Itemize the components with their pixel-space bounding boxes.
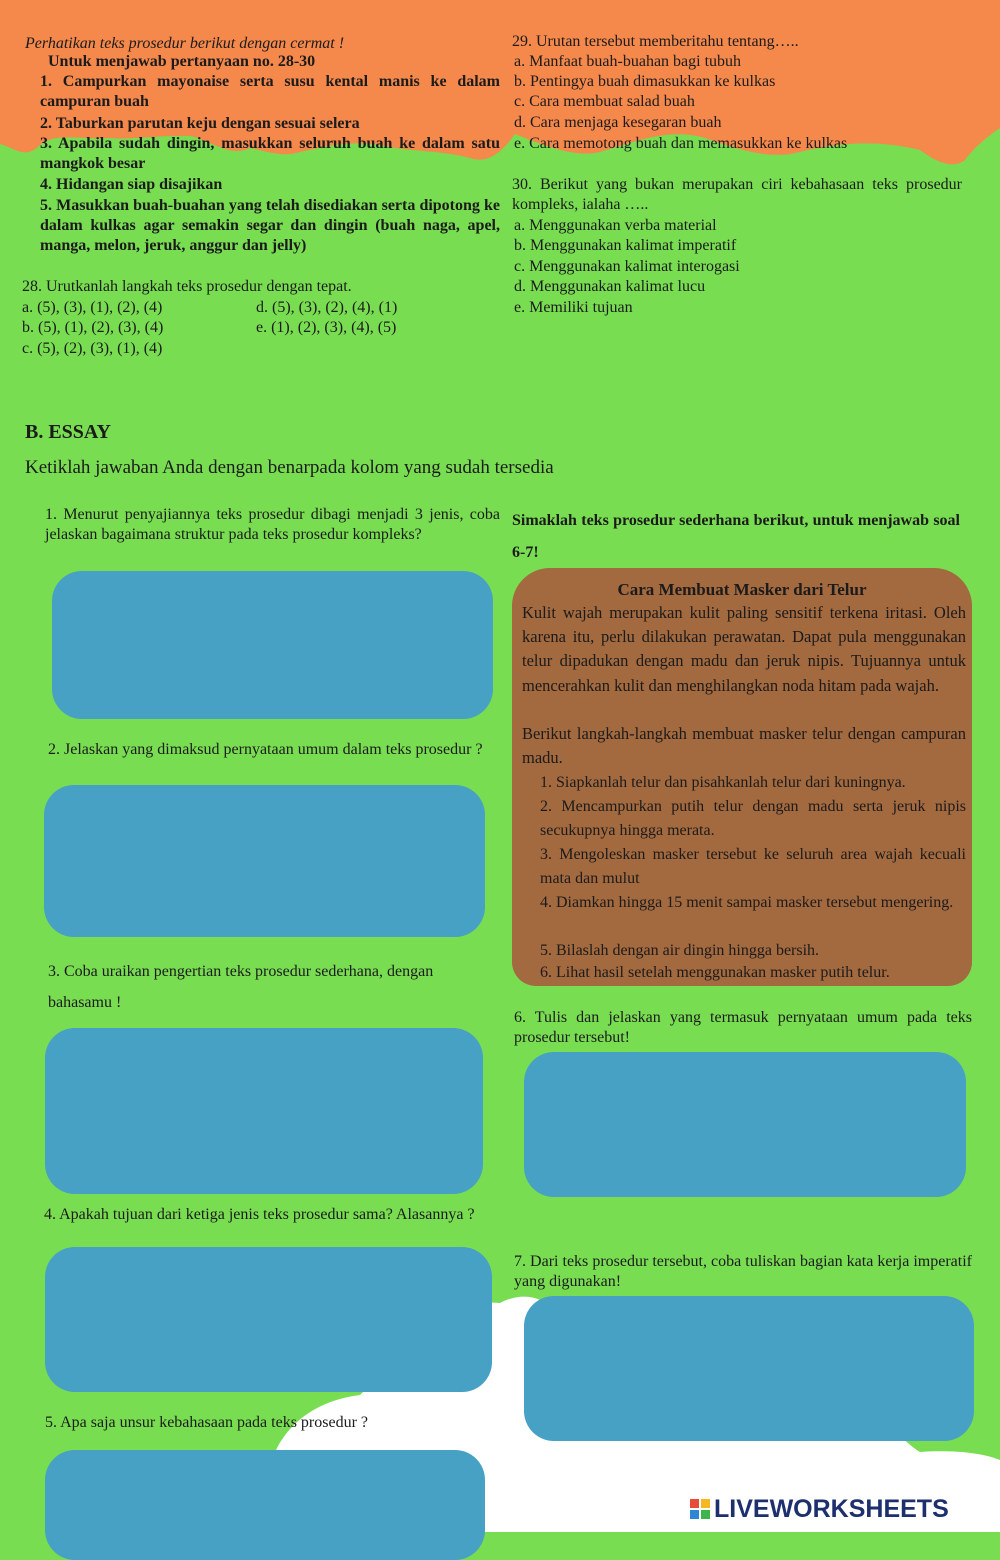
essay-question-3: 3. Coba uraikan pengertian teks prosedur sederhana, dengan	[48, 963, 434, 980]
q29-option-d: d. Cara menjaga kesegaran buah	[514, 114, 722, 131]
q30-option-c: c. Menggunakan kalimat interogasi	[514, 258, 740, 275]
answer-box-3[interactable]	[45, 1028, 483, 1194]
q28-option-a: a. (5), (3), (1), (2), (4)	[22, 299, 163, 316]
passage-paragraph-2: Berikut langkah-langkah membuat masker telur dengan campuran madu.	[522, 724, 966, 768]
answer-box-4[interactable]	[45, 1247, 492, 1392]
answer-box-2[interactable]	[44, 785, 485, 937]
essay-question-7: 7. Dari teks prosedur tersebut, coba tuliskan bagian kata kerja imperatif yang digunakan!	[514, 1253, 972, 1290]
passage-title: Cara Membuat Masker dari Telur	[617, 580, 867, 599]
instruction-text: Perhatikan teks prosedur berikut dengan cermat !	[25, 35, 345, 52]
procedure-step-5: 5. Masukkan buah-buahan yang telah disediakan serta dipotong ke dalam kulkas agar semakin segar dan dingin (buah naga, apel, manga, melon, jeruk, anggur dan jelly)	[40, 197, 500, 254]
logo-text: LIVEWORKSHEETS	[714, 1494, 949, 1523]
q29-option-a: a. Manfaat buah-buahan bagi tubuh	[514, 53, 742, 70]
essay-heading: B. ESSAY	[25, 421, 111, 443]
essay-question-2: 2. Jelaskan yang dimaksud pernyataan umum dalam teks prosedur ?	[48, 741, 483, 758]
q29-option-e: e. Cara memotong buah dan memasukkan ke kulkas	[514, 135, 848, 152]
answer-box-7[interactable]	[524, 1296, 974, 1441]
passage-paragraph-1: Kulit wajah merupakan kulit paling sensitif terkena iritasi. Oleh karena itu, perlu dilakukan perawatan. Dapat pula menggunakan telur dipadukan dengan madu dan jeruk nipis. Tujuannya untuk mencerahkan kulit dan menghilangkan noda hitam pada wajah.	[522, 603, 966, 695]
passage-step-4: 4. Diamkan hingga 15 menit sampai masker tersebut mengering.	[540, 894, 954, 911]
procedure-step-2: 2. Taburkan parutan keju dengan sesuai selera	[40, 115, 360, 132]
essay-question-3-cont: bahasamu !	[48, 994, 122, 1011]
passage-step-3: 3. Mengoleskan masker tersebut ke seluruh area wajah kecuali mata dan mulut	[540, 846, 966, 887]
question-29: 29. Urutan tersebut memberitahu tentang…..	[512, 33, 799, 50]
essay-question-1: 1. Menurut penyajiannya teks prosedur dibagi menjadi 3 jenis, coba jelaskan bagaimana struktur pada teks prosedur kompleks?	[45, 506, 500, 543]
answer-box-6[interactable]	[524, 1052, 966, 1197]
q30-option-a: a. Menggunakan verba material	[514, 217, 717, 234]
procedure-step-3: 3. Apabila sudah dingin, masukkan seluruh buah ke dalam satu mangkok besar	[40, 135, 500, 172]
passage-step-6: 6. Lihat hasil setelah menggunakan masker putih telur.	[540, 964, 890, 981]
liveworksheets-logo[interactable]	[690, 1494, 949, 1524]
question-30: 30. Berikut yang bukan merupakan ciri kebahasaan teks prosedur kompleks, ialaha …..	[512, 176, 962, 213]
q28-option-d: d. (5), (3), (2), (4), (1)	[256, 299, 398, 316]
passage-step-1: 1. Siapkanlah telur dan pisahkanlah telur dari kuningnya.	[540, 774, 906, 791]
essay-question-4: 4. Apakah tujuan dari ketiga jenis teks prosedur sama? Alasannya ?	[44, 1206, 475, 1223]
procedure-step-4: 4. Hidangan siap disajikan	[40, 176, 223, 193]
q28-option-c: c. (5), (2), (3), (1), (4)	[22, 340, 163, 357]
q30-option-d: d. Menggunakan kalimat lucu	[514, 278, 706, 295]
essay-question-6: 6. Tulis dan jelaskan yang termasuk pernyataan umum pada teks prosedur tersebut!	[514, 1009, 972, 1046]
procedure-step-1: 1. Campurkan mayonaise serta susu kental manis ke dalam campuran buah	[40, 73, 500, 110]
passage-step-2: 2. Mencampurkan putih telur dengan madu serta jeruk nipis secukupnya hingga merata.	[540, 798, 966, 839]
q29-option-b: b. Pentingya buah dimasukkan ke kulkas	[514, 73, 776, 90]
passage-lead-in: Simaklah teks prosedur sederhana berikut, untuk menjawab soal 6-7!	[512, 512, 960, 561]
liveworksheets-logo-icon	[690, 1499, 710, 1519]
q28-option-b: b. (5), (1), (2), (3), (4)	[22, 319, 164, 336]
essay-question-5: 5. Apa saja unsur kebahasaan pada teks prosedur ?	[45, 1414, 368, 1431]
question-scope: Untuk menjawab pertanyaan no. 28-30	[48, 53, 316, 70]
q28-option-e: e. (1), (2), (3), (4), (5)	[256, 319, 397, 336]
q29-option-c: c. Cara membuat salad buah	[514, 93, 695, 110]
passage-step-5: 5. Bilaslah dengan air dingin hingga bersih.	[540, 942, 820, 959]
q30-option-b: b. Menggunakan kalimat imperatif	[514, 237, 737, 254]
essay-instruction: Ketiklah jawaban Anda dengan benarpada kolom yang sudah tersedia	[25, 457, 554, 478]
answer-box-1[interactable]	[52, 571, 493, 719]
answer-box-5[interactable]	[45, 1450, 485, 1560]
q30-option-e: e. Memiliki tujuan	[514, 299, 633, 316]
question-28: 28. Urutkanlah langkah teks prosedur dengan tepat.	[22, 278, 352, 295]
